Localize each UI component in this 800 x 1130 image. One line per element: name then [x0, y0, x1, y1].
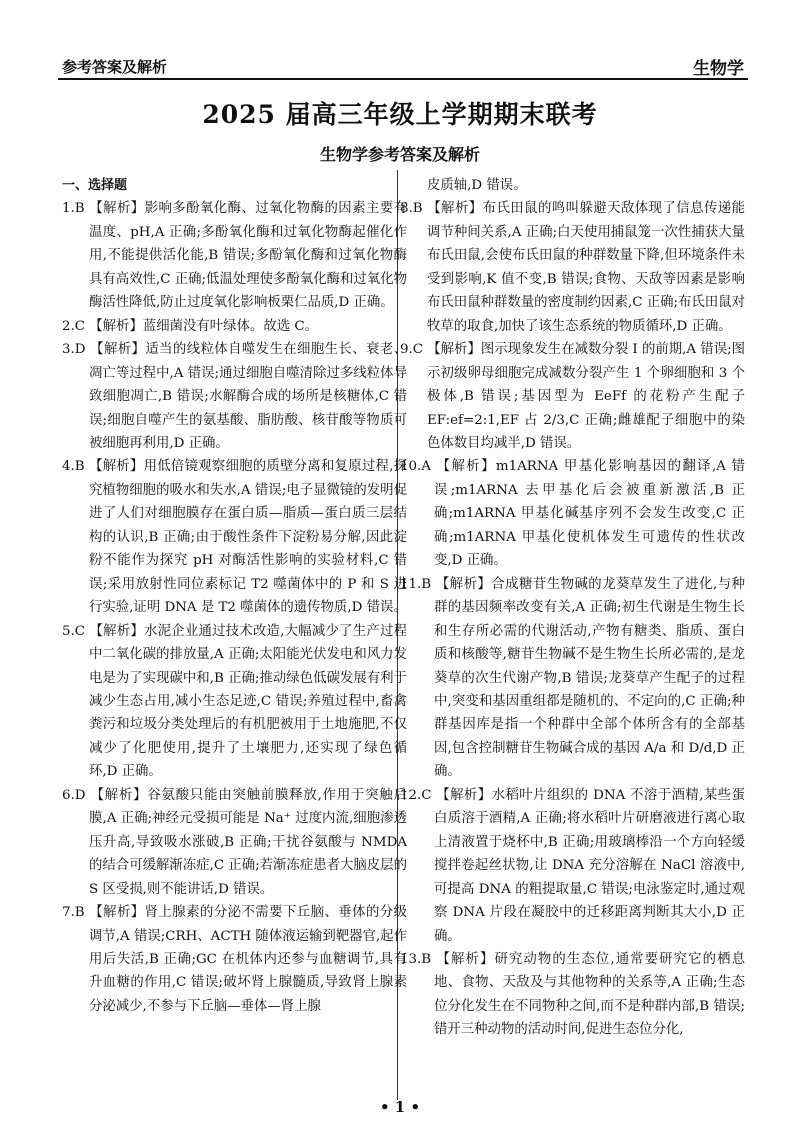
answer-item-7: 7.B 【解析】肾上腺素的分泌不需要下丘脑、垂体的分级调节,A 错误;CRH、ACTH 随体液运输到靶器官,起作用后失活,B 正确;GC 在机体内还参与血糖调节,具有升血糖的作用,C 错误;破坏肾上腺髓质,导致肾上腺素分泌减少,不参与下丘脑—垂体—肾上腺	[62, 905, 407, 1014]
answer-item-8: 8.B 【解析】布氏田鼠的鸣叫躲避天敌体现了信息传递能调节种间关系,A 正确;白天使用捕鼠笼一次性捕获大量布氏田鼠,会使布氏田鼠的种群数量下降,但环境条件未受到影响,K 值不变,B 错误;食物、天敌等因素是影响布氏田鼠种群数量的密度制约因素,C 正确;布氏田鼠对牧草的取食,加快了该生态系统的物质循环,D 正确。	[400, 201, 745, 334]
answer-item-2: 2.C 【解析】蓝细菌没有叶绿体。故选 C。	[62, 318, 319, 334]
document-subtitle: 生物学参考答案及解析	[319, 145, 480, 164]
answer-item-5: 5.C 【解析】水泥企业通过技术改造,大幅减少了生产过程中二氧化碳的排放量,A 正确;太阳能光伏发电和风力发电是为了实现碳中和,B 正确;推动绿色低碳发展有利于减少生态占用,减小生态足迹,C 错误;养殖过程中,畜禽粪污和垃圾分类处理后的有机肥被用于土地施肥,不仅减少了化肥使用,提升了土壤肥力,还实现了绿色循环,D 正确。	[62, 623, 407, 780]
answer-item-7-continued: 皮质轴,D 错误。	[427, 178, 527, 193]
page-number: • 1 •	[379, 1098, 421, 1116]
header-left-label: 参考答案及解析	[62, 58, 168, 76]
answer-item-12: 12.C 【解析】水稻叶片组织的 DNA 不溶于酒精,某些蛋白质溶于酒精,A 正确;将水稻叶片研磨液进行离心取上清液置于烧杯中,B 正确;用玻璃棒沿一个方向轻缓搅拌卷起丝状物,让 DNA 充分溶解在 NaCl 溶液中,可提高 DNA 的粗提取量,C 错误;电泳鉴定时,通过观察 DNA 片段在凝胶中的迁移距离判断其大小,D 正确。	[400, 787, 745, 944]
answer-item-10: 10.A 【解析】m1ARNA 甲基化影响基因的翻译,A 错误;m1ARNA 去甲基化后会被重新激活,B 正确;m1ARNA 甲基化碱基序列不会发生改变,C 正确;m1ARNA 甲基化使机体发生可遗传的性状改变,D 正确。	[400, 459, 745, 569]
answer-item-4: 4.B 【解析】用低倍镜观察细胞的质壁分离和复原过程,探究植物细胞的吸水和失水,A 错误;电子显微镜的发明促进了人们对细胞膜存在蛋白质—脂质—蛋白质三层结构的认识,B 正确;由于酸性条件下淀粉易分解,因此淀粉不能作为探究 pH 对酶活性影响的实验材料,C 错误;采用放射性同位素标记 T2 噬菌体中的 P 和 S 进行实验,证明 DNA 是 T2 噬菌体的遗传物质,D 错误。	[62, 459, 407, 616]
page-header	[58, 48, 748, 80]
answer-item-9: 9.C 【解析】图示现象发生在减数分裂 Ⅰ 的前期,A 错误;图示初级卵母细胞完成减数分裂产生 1 个卵细胞和 3 个极体,B 错误;基因型为 EeFf 的花粉产生配子 EF:ef=2:1,EF 占 2/3,C 正确;雌雄配子细胞中的染色体数目均减半,D 错误。	[400, 342, 745, 451]
left-column	[62, 174, 407, 1018]
answer-item-11: 11.B 【解析】合成糖苷生物碱的龙葵草发生了进化,与种群的基因频率改变有关,A 正确;初生代谢是生物生长和生存所必需的代谢活动,产物有糖类、脂质、蛋白质和核酸等,糖苷生物碱不是生物生长所必需的,是龙葵草的次生代谢产物,B 错误;龙葵草产生配子的过程中,突变和基因重组都是随机的、不定向的,C 正确;种群基因库是指一个种群中全部个体所含有的全部基因,包含控制糖苷生物碱合成的基因 A/a 和 D/d,D 正确。	[400, 576, 745, 780]
header-subject-label: 生物学	[693, 59, 744, 79]
answer-item-13: 13.B 【解析】研究动物的生态位,通常要研究它的栖息地、食物、天敌及与其他物种的关系等,A 正确;生态位分化发生在不同物种之间,而不是种群内部,B 错误;错开三种动物的活动时间,促进生态位分化,	[400, 951, 745, 1038]
right-column	[400, 174, 745, 1042]
document-title: 2025 届高三年级上学期期末联考	[202, 100, 598, 129]
answer-item-6: 6.D 【解析】谷氨酸只能由突触前膜释放,作用于突触后膜,A 正确;神经元受损可能是 Na⁺ 过度内流,细胞渗透压升高,导致吸水涨破,B 正确;干扰谷氨酸与 NMDA 的结合可缓解渐冻症,C 正确;若渐冻症患者大脑皮层的 S 区受损,则不能讲话,D 错误。	[62, 787, 407, 897]
answer-item-3: 3.D 【解析】适当的线粒体自噬发生在细胞生长、衰老、凋亡等过程中,A 错误;通过细胞自噬清除过多线粒体导致细胞凋亡,B 错误;水解酶合成的场所是核糖体,C 错误;细胞自噬产生的氨基酸、脂肪酸、核苷酸等物质可被细胞再利用,D 正确。	[62, 342, 407, 451]
answer-item-1: 1.B 【解析】影响多酚氧化酶、过氧化物酶的因素主要有温度、pH,A 正确;多酚氧化酶和过氧化物酶起催化作用,不能提供活化能,B 错误;多酚氧化酶和过氧化物酶具有高效性,C 正确;低温处理使多酚氧化酶和过氧化物酶活性降低,防止过度氧化影响板栗仁品质,D 正确。	[62, 201, 407, 311]
section-heading: 一、选择题	[62, 178, 128, 193]
